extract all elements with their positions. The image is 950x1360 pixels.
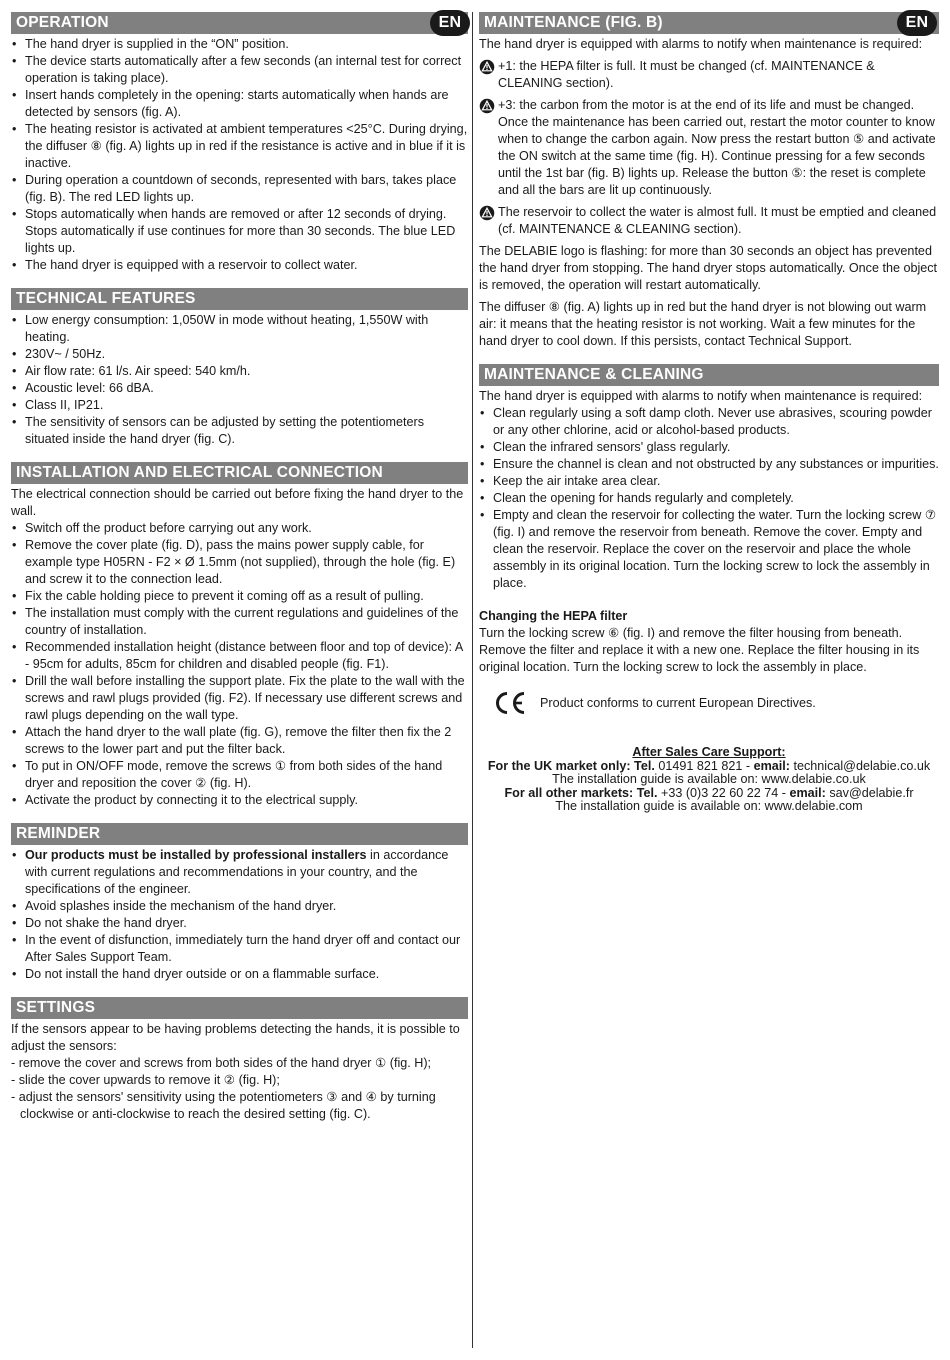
reminder-section (11, 823, 468, 983)
list-item: • Insert hands completely in the opening: starts automatically when hands are detected by sensors (fig. A). (11, 87, 468, 121)
intro-paragraph: If the sensors appear to be having problems detecting the hands, it is possible to adjust the sensors: (11, 1022, 460, 1053)
after-sales-support (479, 746, 939, 814)
list-item: • Clean the opening for hands regularly and completely. (479, 490, 939, 507)
list-item: • Keep the air intake area clear. (479, 473, 939, 490)
alarm-item (479, 97, 939, 199)
section-title: INSTALLATION AND ELECTRICAL CONNECTION (16, 464, 383, 481)
section-title: MAINTENANCE (FIG. B) (484, 14, 663, 31)
list-item (11, 847, 468, 898)
section-header (11, 997, 468, 1019)
alarm-text: +1: the HEPA filter is full. It must be changed (cf. MAINTENANCE & CLEANING section). (498, 59, 875, 90)
intro-paragraph: The hand dryer is equipped with alarms to notify when maintenance is required: (479, 37, 923, 51)
list-item: • The device starts automatically after a few seconds (an internal test for correct operation is taking place). (11, 53, 468, 87)
list-item: • Recommended installation height (distance between floor and top of device): A - 95cm for adults, 85cm for children and disabled people (fig. F1). (11, 639, 468, 673)
list-item: • Clean the infrared sensors' glass regularly. (479, 439, 939, 456)
bullet-list (11, 520, 468, 809)
other-email-label: email: (789, 785, 826, 800)
list-item: • Do not install the hand dryer outside or on a flammable surface. (11, 966, 468, 983)
section-header (11, 12, 468, 34)
section-header (479, 364, 939, 386)
warning-icon (479, 59, 495, 75)
uk-email[interactable]: technical@delabie.co.uk (789, 758, 931, 773)
bullet-list (11, 847, 468, 983)
list-item: • The hand dryer is supplied in the “ON” position. (11, 36, 468, 53)
section-header (11, 288, 468, 310)
cleaning-section (479, 364, 939, 716)
list-item: • Ensure the channel is clean and not obstructed by any substances or impurities. (479, 456, 939, 473)
list-item: • Attach the hand dryer to the wall plate (fig. G), remove the filter then fix the 2 screws to the lower part and put the filter back. (11, 724, 468, 758)
section-header (11, 462, 468, 484)
list-item: • Low energy consumption: 1,050W in mode without heating, 1,550W with heating. (11, 312, 468, 346)
list-item: • To put in ON/OFF mode, remove the screws ① from both sides of the hand dryer and reposition the cover ② (fig. H). (11, 758, 468, 792)
bullet-list (479, 405, 939, 592)
column-divider (472, 12, 473, 1348)
hepa-paragraph: Turn the locking screw ⑥ (fig. I) and remove the filter housing from beneath. Remove the filter and replace it with a new one. Replace the filter housing in its original location. Turn the locking screw to lock the assembly in place. (479, 626, 920, 674)
bold-text: Our products must be installed by professional installers (25, 848, 367, 862)
list-item: • Remove the cover plate (fig. D), pass the mains power supply cable, for example type H05RN - F2 × Ø 1.5mm (not supplied), through the hole (fig. E) and screw it to the connection lead. (11, 537, 468, 588)
hepa-heading: Changing the HEPA filter (479, 609, 628, 623)
list-item: • Avoid splashes inside the mechanism of the hand dryer. (11, 898, 468, 915)
ce-mark-icon (493, 690, 527, 716)
maintenance-section (479, 12, 939, 350)
bullet-list (11, 36, 468, 274)
list-item: • The sensitivity of sensors can be adjusted by setting the potentiometers situated inside the hand dryer (fig. C). (11, 414, 468, 448)
list-item: • Acoustic level: 66 dBA. (11, 380, 468, 397)
section-header (11, 823, 468, 845)
step-line: - adjust the sensors' sensitivity using the potentiometers ③ and ④ by turning clockwise or anti-clockwise to reach the desired setting (fig. C). (11, 1090, 436, 1121)
list-item: • The heating resistor is activated at ambient temperatures <25°C. During drying, the diffuser ⑧ (fig. A) lights up in red if the resistance is active and in blue if it is inactive. (11, 121, 468, 172)
alarm-text: +3: the carbon from the motor is at the end of its life and must be changed. Once the maintenance has been carried out, restart the motor counter to know when to change the carbon again. Now press the restart button ⑤ and activate the ON switch at the same time (fig. H). Continue pressing for a few seconds until the 1st bar (fig. B) lights up. Release the button ⑤: the reset is complete and all the bars are lit up continuously. (498, 98, 936, 197)
list-item: • The installation must comply with the current regulations and guidelines of the country of installation. (11, 605, 468, 639)
bullet-list (11, 312, 468, 448)
list-item: • Activate the product by connecting it to the electrical supply. (11, 792, 468, 809)
section-title: MAINTENANCE & CLEANING (484, 366, 704, 383)
list-item: • 230V~ / 50Hz. (11, 346, 468, 363)
list-item: • Switch off the product before carrying out any work. (11, 520, 468, 537)
ce-text: Product conforms to current European Directives. (540, 695, 816, 710)
installation-section (11, 462, 468, 809)
list-item: • Empty and clean the reservoir for collecting the water. Turn the locking screw ⑦ (fig. I) and remove the reservoir from beneath. Remove the cover. Empty and clean the reservoir. Replace the cover on the reservoir and place the whole assembly in its original location. Turn the locking screw to lock the assembly in place. (479, 507, 939, 592)
logo-paragraph: The DELABIE logo is flashing: for more than 30 seconds an object has prevented the hand dryer from stopping. The hand dryer stops automatically. Once the object is removed, the operation will restart automatically. (479, 244, 938, 292)
section-title: REMINDER (16, 825, 101, 842)
list-item: • Drill the wall before installing the support plate. Fix the plate to the wall with the screws and rawl plugs provided (fig. F2). If necessary use different screws and rawl plugs depending on the wall type. (11, 673, 468, 724)
list-item: • Clean regularly using a soft damp cloth. Never use abrasives, scouring powder or any other chlorine, acid or alcohol-based products. (479, 405, 939, 439)
other-label: For all other markets: Tel. (504, 785, 658, 800)
right-column (479, 12, 939, 814)
technical-section (11, 288, 468, 448)
language-badge: EN (897, 10, 937, 36)
other-email[interactable]: sav@delabie.fr (825, 785, 914, 800)
warning-icon (479, 98, 495, 114)
support-title: After Sales Care Support: (632, 745, 786, 759)
operation-section (11, 12, 468, 274)
ce-conformity (493, 690, 939, 716)
alarm-text: The reservoir to collect the water is almost full. It must be emptied and cleaned (cf. MAINTENANCE & CLEANING section). (498, 205, 937, 236)
step-line: - remove the cover and screws from both sides of the hand dryer ① (fig. H); (11, 1056, 432, 1070)
settings-section (11, 997, 468, 1123)
list-item: • Fix the cable holding piece to prevent it coming off as a result of pulling. (11, 588, 468, 605)
list-item: • Class II, IP21. (11, 397, 468, 414)
other-guide: The installation guide is available on: www.delabie.com (555, 799, 863, 813)
list-item: • Stops automatically when hands are removed or after 12 seconds of drying. Stops automatically if use continues for more than 30 seconds. The blue LED lights up. (11, 206, 468, 257)
other-tel: +33 (0)3 22 60 22 74 - (657, 785, 790, 800)
uk-email-label: email: (753, 758, 790, 773)
intro-paragraph: The electrical connection should be carried out before fixing the hand dryer to the wall. (11, 487, 464, 518)
list-item: • Do not shake the hand dryer. (11, 915, 468, 932)
diffuser-paragraph: The diffuser ⑧ (fig. A) lights up in red but the hand dryer is not blowing out warm air: it means that the heating resistor is not working. Wait a few minutes for the hand dryer to cool down. If this persists, contact Technical Support. (479, 300, 927, 348)
step-line: - slide the cover upwards to remove it ② (fig. H); (11, 1073, 280, 1087)
language-badge: EN (430, 10, 470, 36)
section-title: TECHNICAL FEATURES (16, 290, 196, 307)
list-item: • The hand dryer is equipped with a reservoir to collect water. (11, 257, 468, 274)
section-title: OPERATION (16, 14, 109, 31)
other-contact (479, 787, 939, 801)
uk-label: For the UK market only: Tel. (487, 758, 655, 773)
uk-contact (479, 760, 939, 774)
list-item: • Air flow rate: 61 l/s. Air speed: 540 km/h. (11, 363, 468, 380)
left-column (11, 12, 468, 1137)
list-item: • During operation a countdown of seconds, represented with bars, takes place (fig. B). The red LED lights up. (11, 172, 468, 206)
alarm-item (479, 58, 939, 92)
list-item: • In the event of disfunction, immediately turn the hand dryer off and contact our After Sales Support Team. (11, 932, 468, 966)
warning-icon (479, 205, 495, 221)
text: in accordance with current regulations and recommendations in your country, and the specifications of the engineer. (25, 848, 449, 896)
alarm-item (479, 204, 939, 238)
uk-guide: The installation guide is available on: www.delabie.co.uk (552, 772, 866, 786)
section-header (479, 12, 939, 34)
section-title: SETTINGS (16, 999, 96, 1016)
intro-paragraph: The hand dryer is equipped with alarms to notify when maintenance is required: (479, 389, 923, 403)
uk-tel: 01491 821 821 - (654, 758, 754, 773)
